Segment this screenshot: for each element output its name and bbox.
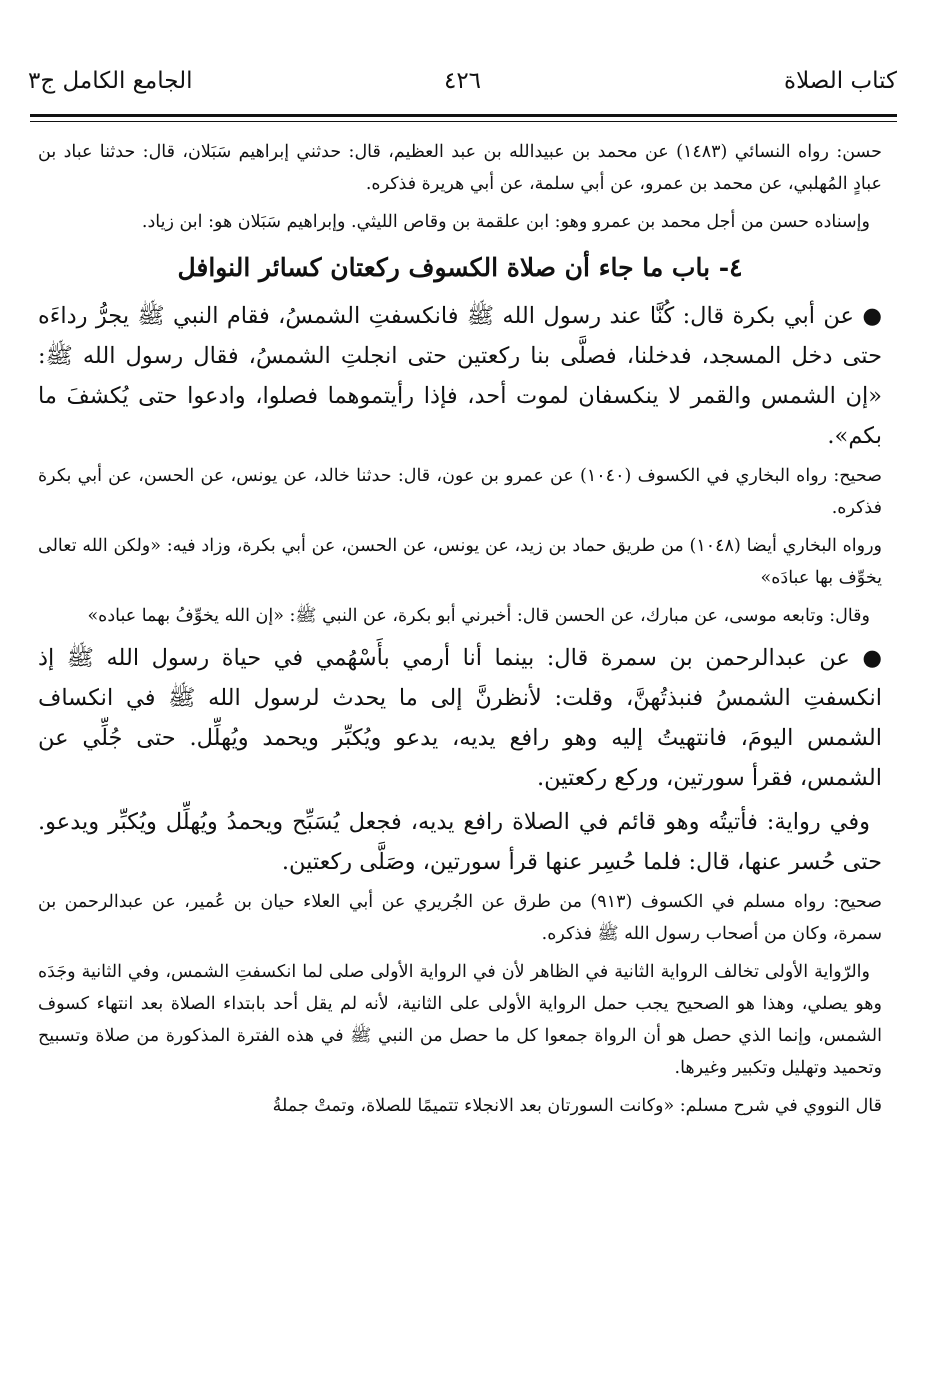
takhrij-note: صحيح: رواه البخاري في الكسوف (١٠٤٠) عن عمرو بن عون، قال: حدثنا خالد، عن يونس، عن الحسن، عن أبي بكرة فذكره. — [38, 466, 882, 518]
page-body — [38, 136, 882, 1128]
header-volume-title: الجامع الكامل ج٣ — [28, 68, 193, 94]
header-book-title: كتاب الصلاة — [784, 68, 897, 94]
page-number: ٤٢٦ — [443, 68, 482, 94]
takhrij-note: صحيح: رواه مسلم في الكسوف (٩١٣) من طرق عن الجُريري عن أبي العلاء حيان بن عُمير، عن عبدالرحمن بن سمرة، وكان من أصحاب رسول الله ﷺ فذكره. — [38, 892, 882, 944]
takhrij-note: حسن: رواه النسائي (١٤٨٣) عن محمد بن عبيدالله بن عبد العظيم، قال: حدثني إبراهيم سَبَلان، قال: حدثنا عباد بن عبادٍ المُهلبي، عن محمد بن عمرو، عن أبي سلمة، عن أبي هريرة فذكره. — [38, 142, 882, 194]
chapter-heading: ٤- باب ما جاء أن صلاة الكسوف ركعتان كسائر النوافل — [177, 253, 743, 282]
takhrij-note: وإسناده حسن من أجل محمد بن عمرو وهو: ابن علقمة بن وقاص الليثي. وإبراهيم سَبَلان هو: ابن زياد. — [141, 212, 870, 232]
commentary-paragraph: والرّواية الأولى تخالف الرواية الثانية في الظاهر لأن في الرواية الأولى صلى لما انكسفتِ الشمس، وفي الثانية وجَدَه وهو يصلي، وهذا هو الصحيح يجب حمل الرواية الأولى على الثانية، لأنه لم يقل أحد بابتداء الصلاة بعد انتهاء كسوف الشمس، وإنما الذي حصل هو أن الرواة جمعوا كل ما حصل من النبي ﷺ في هذه الفترة المذكورة من صلاة وتسبيح وتحميد وتهليل وتكبير وغيرها. — [38, 962, 882, 1078]
running-header — [28, 66, 897, 110]
takhrij-note: ورواه البخاري أيضا (١٠٤٨) من طريق حماد بن زيد، عن يونس، عن الحسن، عن أبي بكرة، وزاد فيه: «ولكن الله تعالى يخوِّف بها عبادَه» — [38, 536, 882, 588]
header-rule-thick — [30, 114, 897, 117]
hadith-text: ● عن عبدالرحمن بن سمرة قال: بينما أنا أرمي بأَسْهُمي في حياة رسول الله ﷺ إذ انكسفتِ الشمسُ فنبذتُهنَّ، وقلت: لأنظرنَّ إلى ما يحدث لرسول الله ﷺ في انكساف الشمس اليومَ، فانتهيتُ إليه وهو رافع يديه، يدعو ويُكبِّر ويحمد ويُهلِّل. حتى جُلِّي عن الشمس، فقرأ سورتين، وركع ركعتين. — [38, 645, 882, 791]
takhrij-note: وقال: وتابعه موسى، عن مبارك، عن الحسن قال: أخبرني أبو بكرة، عن النبي ﷺ: «إن الله يخوِّفُ بهما عباده» — [87, 606, 870, 626]
hadith-text: وفي رواية: فأتيتُه وهو قائم في الصلاة رافع يديه، فجعل يُسَبِّح ويحمدُ ويُهلِّل ويُكبِّر ويدعو. حتى حُسر عنها، قال: فلما حُسِر عنها قرأ سورتين، وصَلَّى ركعتين. — [38, 809, 882, 875]
header-rule-thin — [30, 121, 897, 122]
hadith-text: ● عن أبي بكرة قال: كُنَّا عند رسول الله ﷺ فانكسفتِ الشمسُ، فقام النبي ﷺ يجرُّ رداءَه حتى دخل المسجد، فدخلنا، فصلَّى بنا ركعتين حتى انجلتِ الشمسُ، فقال رسول الله ﷺ: «إن الشمس والقمر لا ينكسفان لموت أحد، فإذا رأيتموهما فصلوا، وادعوا حتى يُكشفَ ما بكم». — [38, 303, 882, 449]
commentary-paragraph: قال النووي في شرح مسلم: «وكانت السورتان بعد الانجلاء تتميمًا للصلاة، وتمتْ جملةُ — [272, 1096, 882, 1116]
